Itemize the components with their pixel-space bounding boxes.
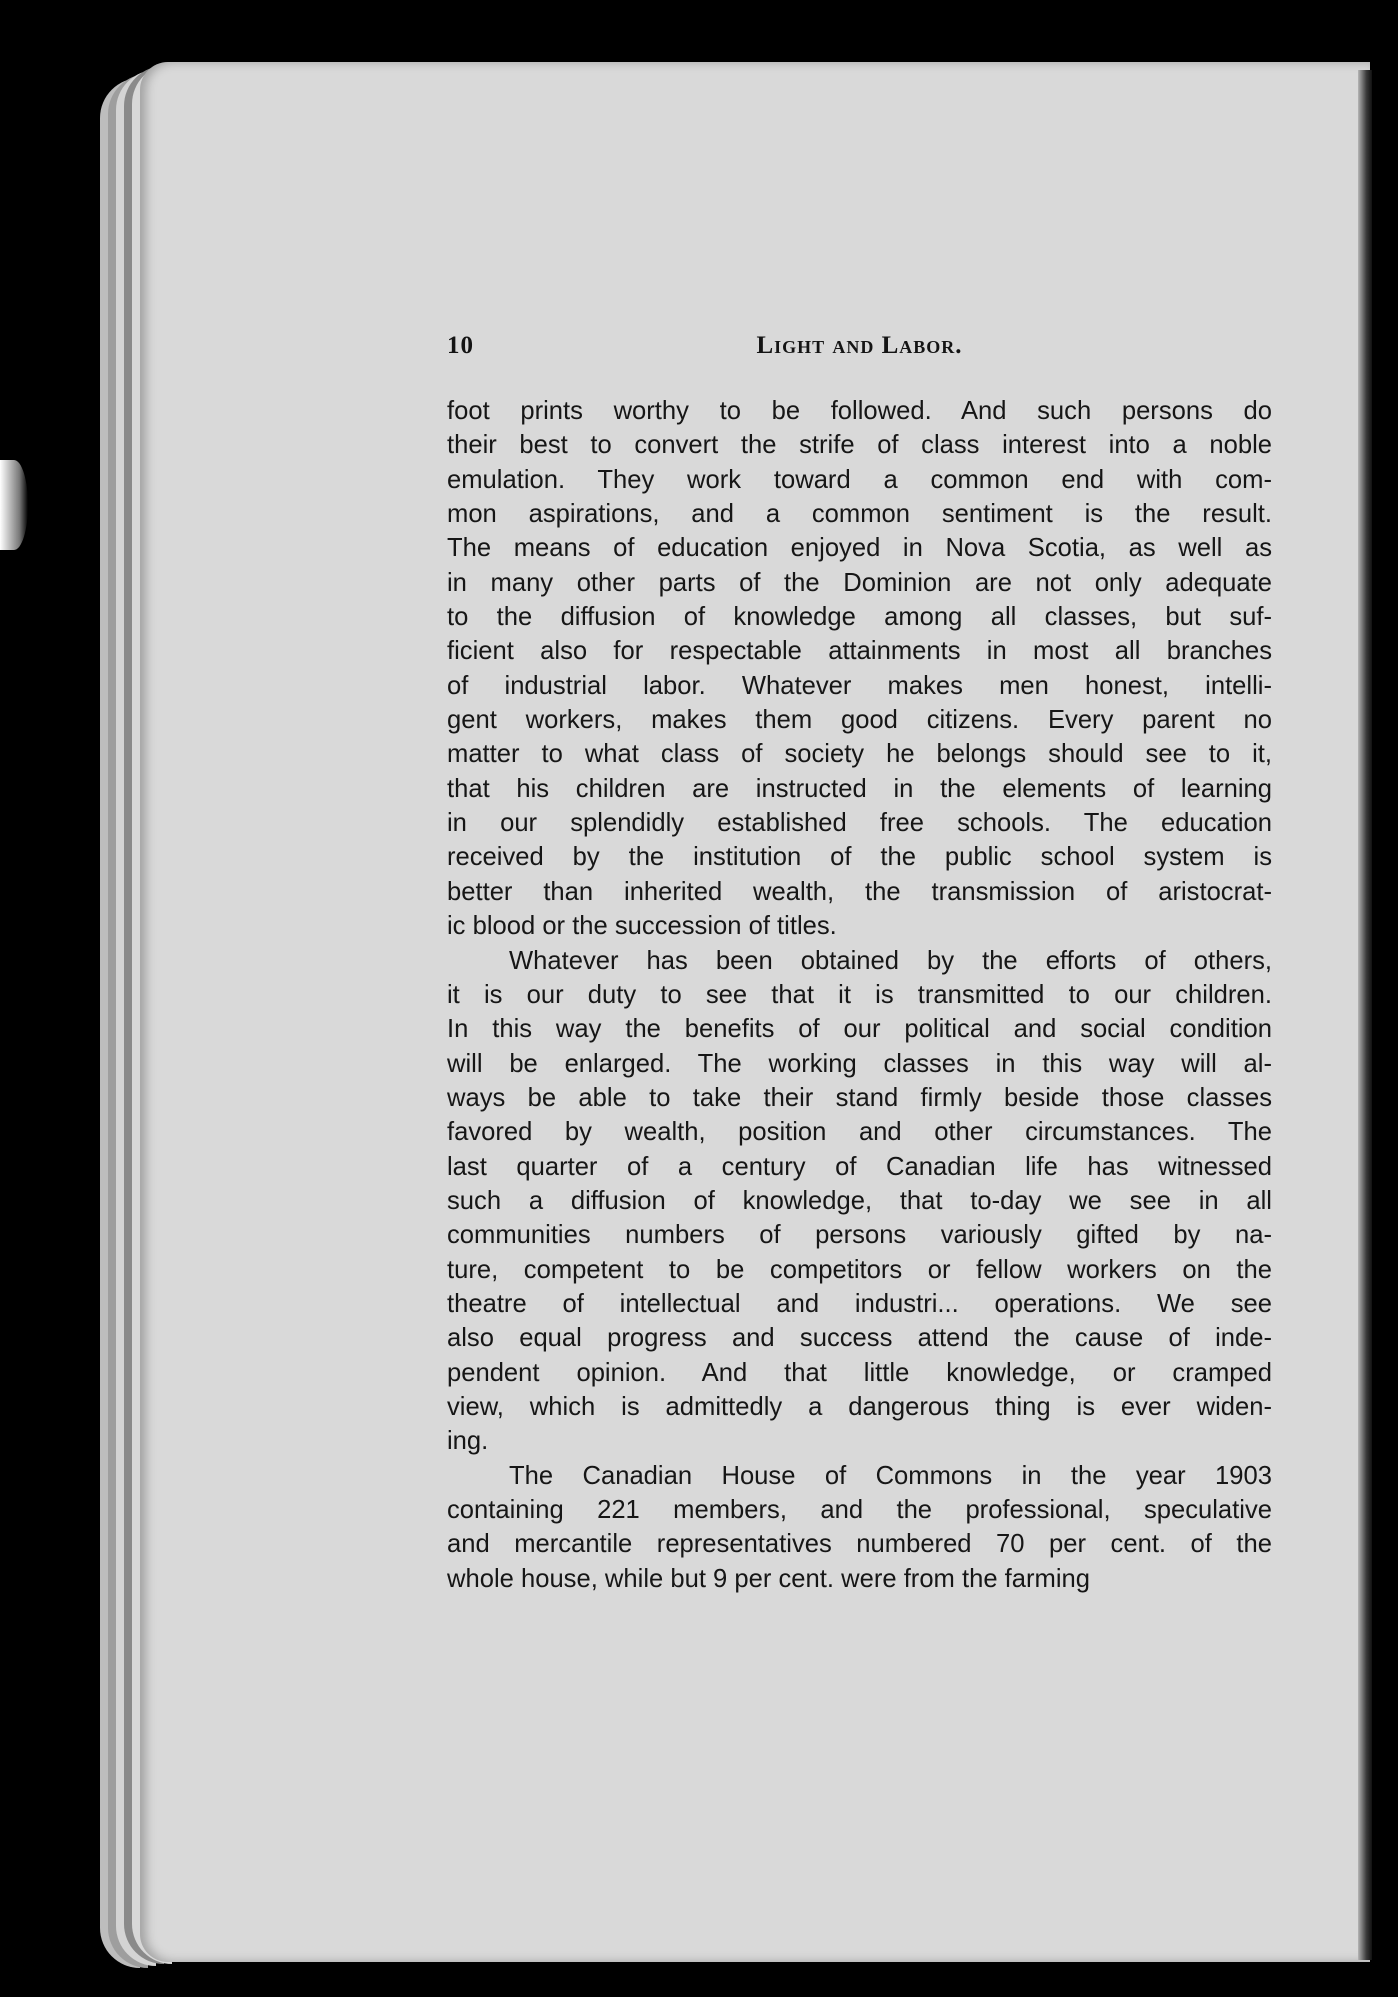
text-line: ways be able to take their stand firmly beside those classes [447, 1083, 1272, 1112]
text-line: In this way the benefits of our political and social condition [447, 1015, 1272, 1044]
text-line: better than inherited wealth, the transmission of aristocrat- [447, 877, 1272, 906]
running-title: Light and Labor. [756, 332, 963, 359]
text-line: and mercantile representatives numbered 70 per cent. of the [447, 1530, 1272, 1559]
text-line: foot prints worthy to be followed. And such persons do [447, 397, 1272, 425]
text-line: received by the institution of the public school system is [447, 843, 1272, 872]
paragraph [447, 944, 1272, 1459]
text-line: will be enlarged. The working classes in this way will al- [447, 1049, 1272, 1078]
text-line: The means of education enjoyed in Nova Scotia, as well as [447, 534, 1272, 563]
binding-gutter [1358, 70, 1372, 1960]
text-line: view, which is admittedly a dangerous thing is ever widen- [447, 1392, 1272, 1421]
text-line: such a diffusion of knowledge, that to-day we see in all [447, 1186, 1272, 1215]
text-line: communities numbers of persons variously gifted by na- [447, 1221, 1272, 1250]
running-head [447, 332, 1272, 368]
text-line: The Canadian House of Commons in the year 1903 [509, 1461, 1272, 1490]
text-line: ing. [447, 1427, 489, 1456]
text-line: gent workers, makes them good citizens. Every parent no [447, 706, 1272, 735]
text-line: last quarter of a century of Canadian life has witnessed [447, 1152, 1272, 1181]
text-line: that his children are instructed in the elements of learning [447, 774, 1272, 803]
page-number: 10 [447, 332, 474, 359]
text-line: in many other parts of the Dominion are not only adequate [447, 568, 1272, 597]
text-line: to the diffusion of knowledge among all classes, but suf- [447, 603, 1272, 632]
text-line: ficient also for respectable attainments in most all branches [447, 637, 1272, 666]
text-line: also equal progress and success attend the cause of inde- [447, 1324, 1272, 1353]
text-line: mon aspirations, and a common sentiment is the result. [447, 500, 1272, 529]
text-line: favored by wealth, position and other circumstances. The [447, 1118, 1272, 1147]
text-line: containing 221 members, and the professional, speculative [447, 1496, 1272, 1524]
text-line: of industrial labor. Whatever makes men honest, intelli- [447, 671, 1272, 700]
text-line: theatre of intellectual and industri... operations. We see [447, 1289, 1272, 1318]
text-line: their best to convert the strife of class interest into a noble [447, 431, 1272, 460]
body-text [447, 394, 1272, 1596]
text-line: it is our duty to see that it is transmitted to our children. [447, 980, 1272, 1009]
left-margin-mark [0, 460, 28, 550]
paragraph [447, 1459, 1272, 1596]
text-line: matter to what class of society he belongs should see to it, [447, 740, 1272, 769]
text-line: whole house, while but 9 per cent. were from the farming [447, 1564, 1091, 1593]
text-line: in our splendidly established free schools. The education [447, 809, 1272, 838]
text-line: pendent opinion. And that little knowledge, or cramped [447, 1358, 1272, 1387]
text-line: ic blood or the succession of titles. [447, 912, 837, 941]
text-line: emulation. They work toward a common end with com- [447, 465, 1272, 494]
paragraph [447, 394, 1272, 944]
text-line: ture, competent to be competitors or fellow workers on the [447, 1255, 1272, 1284]
text-line: Whatever has been obtained by the efforts of others, [509, 946, 1272, 975]
